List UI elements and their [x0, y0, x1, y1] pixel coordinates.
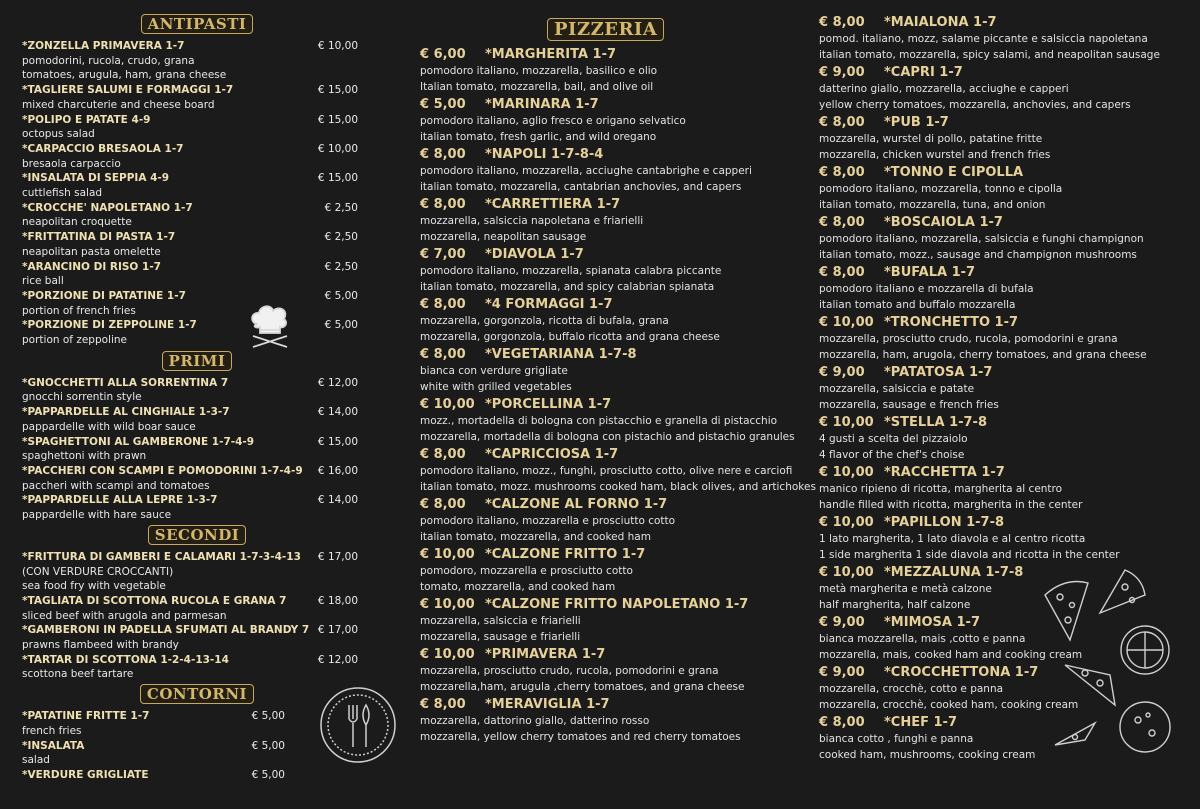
- pizza-price: € 8,00: [420, 297, 466, 312]
- menu-item: [22, 201, 372, 230]
- pizza-name: *STELLA 1-7-8: [884, 415, 987, 430]
- dish-name: *GAMBERONI IN PADELLA SFUMATI AL BRANDY 7: [22, 624, 310, 637]
- pizza-price: € 10,00: [819, 465, 874, 480]
- pizza-item: [819, 264, 1199, 313]
- pizza-description: bianca mozzarella, mais ,cotto e panna: [819, 633, 1026, 645]
- pizza-name: *BUFALA 1-7: [884, 265, 976, 280]
- dish-description: salad: [22, 754, 50, 767]
- pizza-name: *CROCCHETTONA 1-7: [884, 665, 1039, 680]
- pizza-description: handle filled with ricotta, margherita in the center: [819, 499, 1083, 511]
- pizza-header: [819, 164, 1199, 181]
- pizza-description: pomodoro italiano, mozzarella, basilico e olio: [420, 65, 658, 77]
- pizza-header: [420, 696, 800, 713]
- dish-name: *INSALATA DI SEPPIA 4-9: [22, 172, 170, 185]
- pizza-price: € 10,00: [819, 415, 874, 430]
- pizza-name: *CALZONE AL FORNO 1-7: [485, 497, 668, 512]
- dish-price: € 17,00: [317, 624, 358, 637]
- pizza-description: mozzarella, salsiccia napoletana e friarielli: [420, 215, 644, 227]
- pizza-name: *MARGHERITA 1-7: [485, 47, 617, 62]
- pizza-price: € 8,00: [420, 497, 466, 512]
- dish-description: cuttlefish salad: [22, 187, 103, 200]
- pizza-description: pomodoro italiano, mozzarella e prosciutto cotto: [420, 515, 676, 527]
- pizza-description: mozzarella, sausage e friarielli: [420, 631, 581, 643]
- dish-price: € 5,00: [251, 768, 285, 781]
- pizza-price: € 8,00: [819, 265, 865, 280]
- pizza-header: [420, 96, 800, 113]
- pizza-item: [420, 46, 800, 95]
- secondi-title: SECONDI: [148, 525, 247, 545]
- pizza-header: [819, 514, 1199, 531]
- dish-price: € 5,00: [251, 739, 285, 752]
- dish-price: € 5,00: [251, 710, 285, 723]
- menu-item: [22, 260, 372, 289]
- pizza-price: € 7,00: [420, 247, 466, 262]
- pizza-description: italian tomato, mozzarella, and cooked ham: [420, 531, 651, 543]
- pizza-description: pomodoro italiano, mozzarella, salsiccia e funghi champignon: [819, 233, 1144, 245]
- dish-description: prawns flambeed with brandy: [22, 639, 179, 652]
- pizza-price: € 10,00: [819, 315, 874, 330]
- pizza-description: italian tomato, mozz. mushrooms cooked ham, black olives, and artichokes: [420, 481, 816, 493]
- dish-description: spaghettoni with prawn: [22, 450, 147, 463]
- dish-price: € 15,00: [317, 172, 358, 185]
- pizza-description: mozzarella, yellow cherry tomatoes and red cherry tomatoes: [420, 731, 741, 743]
- pizza-price: € 9,00: [819, 665, 865, 680]
- pizza-description: pomod. italiano, mozz, salame piccante e salsiccia napoletana: [819, 33, 1148, 45]
- pizza-item: [819, 364, 1199, 413]
- menu-item: [22, 464, 372, 493]
- menu-item: [22, 83, 372, 112]
- pizza-item: [420, 496, 800, 545]
- pizza-item: [420, 446, 816, 495]
- primi-title: PRIMI: [162, 351, 233, 371]
- dish-price: € 14,00: [317, 494, 358, 507]
- pizza-description: mozz., mortadella di bologna con pistacchio e granella di pistacchio: [420, 415, 778, 427]
- pizza-description: datterino giallo, mozzarella, acciughe e capperi: [819, 83, 1069, 95]
- pizza-description: pomodoro, mozzarella e prosciutto cotto: [420, 565, 633, 577]
- pizza-price: € 6,00: [420, 47, 466, 62]
- dish-name: *PAPPARDELLE AL CINGHIALE 1-3-7: [22, 406, 230, 419]
- pizza-description: pomodoro italiano, mozzarella, tonno e cipolla: [819, 183, 1063, 195]
- pizza-item: [819, 164, 1199, 213]
- pizza-description: 4 gusti a scelta del pizzaiolo: [819, 433, 968, 445]
- pizza-name: *VEGETARIANA 1-7-8: [485, 347, 637, 362]
- pizza-price: € 8,00: [420, 347, 466, 362]
- dish-name: *POLIPO E PATATE 4-9: [22, 113, 151, 126]
- pizza-description: italian tomato, fresh garlic, and wild oregano: [420, 131, 657, 143]
- pizza-description: mozzarella, sausage e french fries: [819, 399, 999, 411]
- menu-item: [22, 142, 372, 171]
- dish-price: € 17,00: [317, 550, 358, 563]
- dish-name: *PAPPARDELLE ALLA LEPRE 1-3-7: [22, 494, 218, 507]
- dish-price: € 2,50: [324, 260, 358, 273]
- dish-description: rice ball: [22, 275, 64, 288]
- pizza-item: [819, 414, 1199, 463]
- pizza-name: *CHEF 1-7: [884, 715, 957, 730]
- dish-name: *PACCHERI CON SCAMPI E POMODORINI 1-7-4-9: [22, 464, 303, 477]
- menu-item: [22, 113, 372, 142]
- pizza-description: mozzarella, gorgonzola, buffalo ricotta and grana cheese: [420, 331, 720, 343]
- pizza-item: [819, 14, 1199, 63]
- dish-name: *SPAGHETTONI AL GAMBERONE 1-7-4-9: [22, 435, 255, 448]
- dish-description: sea food fry with vegetable: [22, 580, 166, 593]
- pizza-header: [420, 496, 800, 513]
- dish-name: *CARPACCIO BRESAOLA 1-7: [22, 142, 184, 155]
- pizza-description: italian tomato, mozzarella, tuna, and onion: [819, 199, 1046, 211]
- pizza-item: [420, 96, 800, 145]
- pizza-description: white with grilled vegetables: [420, 381, 572, 393]
- pizza-price: € 9,00: [819, 365, 865, 380]
- pizza-price: € 8,00: [819, 215, 865, 230]
- pizza-price: € 5,00: [420, 97, 466, 112]
- dish-price: € 15,00: [317, 113, 358, 126]
- dish-price: € 2,50: [324, 231, 358, 244]
- pizza-header: [420, 296, 800, 313]
- cutlery-plate-icon: [318, 685, 398, 765]
- dish-name: *TARTAR DI SCOTTONA 1-2-4-13-14: [22, 653, 229, 666]
- pizza-name: *BOSCAIOLA 1-7: [884, 215, 1003, 230]
- pizza-name: *TONNO E CIPOLLA: [884, 165, 1024, 180]
- dish-description: tomatoes, arugula, ham, grana cheese: [22, 69, 227, 82]
- menu-item: [22, 230, 372, 259]
- pizza-description: mozzarella, salsiccia e friarielli: [420, 615, 581, 627]
- pizza-name: *PAPILLON 1-7-8: [884, 515, 1005, 530]
- pizza-name: *PATATOSA 1-7: [884, 365, 993, 380]
- dish-name: *TAGLIERE SALUMI E FORMAGGI 1-7: [22, 84, 234, 97]
- pizza-price: € 9,00: [819, 615, 865, 630]
- pizza-header: [420, 246, 800, 263]
- pizza-header: [420, 346, 800, 363]
- pizza-description: mozzarella, chicken wurstel and french fries: [819, 149, 1051, 161]
- menu-item: [22, 318, 372, 347]
- dish-description: pappardelle with wild boar sauce: [22, 420, 196, 433]
- pizza-description: pomodoro italiano e mozzarella di bufala: [819, 283, 1034, 295]
- pizza-item: [819, 464, 1199, 513]
- dish-description: gnocchi sorrentin style: [22, 391, 142, 404]
- menu-item: [22, 550, 372, 594]
- pizza-name: *MARINARA 1-7: [485, 97, 599, 112]
- pizza-header: [420, 546, 800, 563]
- pizza-header: [420, 596, 800, 613]
- pizza-description: mozzarella, gorgonzola, ricotta di bufala, grana: [420, 315, 669, 327]
- middle-column: [420, 18, 816, 809]
- dish-name: *CROCCHE' NAPOLETANO 1-7: [22, 201, 193, 214]
- menu-item: [22, 653, 372, 682]
- pizza-item: [420, 596, 800, 645]
- dish-price: € 12,00: [317, 653, 358, 666]
- pizza-name: *PORCELLINA 1-7: [485, 397, 612, 412]
- dish-name: *VERDURE GRIGLIATE: [22, 768, 149, 781]
- menu-item: [22, 493, 372, 522]
- pizza-name: *CARRETTIERA 1-7: [485, 197, 621, 212]
- pizza-price: € 10,00: [819, 565, 874, 580]
- pizza-description: cooked ham, mushrooms, cooking cream: [819, 749, 1036, 761]
- pizzeria-title: PIZZERIA: [547, 18, 664, 41]
- pizza-header: [420, 646, 800, 663]
- pizza-header: [420, 446, 800, 463]
- dish-description: paccheri with scampi and tomatoes: [22, 479, 210, 492]
- dish-name: *ZONZELLA PRIMAVERA 1-7: [22, 40, 185, 52]
- antipasti-list: [22, 39, 372, 348]
- pizza-item: [819, 114, 1199, 163]
- pizza-name: *MAIALONA 1-7: [884, 15, 997, 30]
- pizza-header: [420, 46, 800, 63]
- dish-name: *FRITTATINA DI PASTA 1-7: [22, 231, 176, 244]
- dish-name: *FRITTURA DI GAMBERI E CALAMARI 1-7-3-4-13: [22, 550, 301, 563]
- pizza-item: [420, 346, 800, 395]
- secondi-list: [22, 550, 372, 682]
- pizza-description: mozzarella, dattorino giallo, datterino rosso: [420, 715, 650, 727]
- dish-name: *GNOCCHETTI ALLA SORRENTINA 7: [22, 376, 229, 389]
- menu-item: [22, 171, 372, 200]
- pizza-price: € 10,00: [420, 547, 475, 562]
- pizza-description: 4 flavor of the chef's choise: [819, 449, 965, 461]
- pizza-description: yellow cherry tomatoes, mozzarella, anchovies, and capers: [819, 99, 1131, 111]
- pizza-header: [420, 196, 800, 213]
- pizza-description: pomodoro italiano, mozzarella, spianata calabra piccante: [420, 265, 722, 277]
- menu-item: [22, 289, 372, 318]
- pizza-description: mozzarella, wurstel di pollo, patatine fritte: [819, 133, 1043, 145]
- dish-name: *PORZIONE DI PATATINE 1-7: [22, 289, 186, 302]
- pizza-name: *PUB 1-7: [884, 115, 949, 130]
- dish-price: € 10,00: [317, 142, 358, 155]
- pizza-header: [819, 14, 1199, 31]
- pizza-item: [420, 646, 800, 695]
- pizza-item: [420, 146, 800, 195]
- pizza-header: [819, 464, 1199, 481]
- pizza-description: bianca con verdure grigliate: [420, 365, 568, 377]
- pizza-price: € 8,00: [819, 165, 865, 180]
- pizza-description: mozzarella, ham, arugola, cherry tomatoes, and grana cheese: [819, 349, 1147, 361]
- pizza-name: *CAPRI 1-7: [884, 65, 963, 80]
- pizza-price: € 10,00: [420, 597, 475, 612]
- menu-item: [22, 435, 372, 464]
- pizza-name: *CALZONE FRITTO NAPOLETANO 1-7: [485, 597, 749, 612]
- pizza-name: *4 FORMAGGI 1-7: [485, 297, 613, 312]
- dish-price: € 5,00: [324, 289, 358, 302]
- dish-description: sliced beef with arugola and parmesan: [22, 609, 227, 622]
- dish-price: € 16,00: [317, 464, 358, 477]
- dish-description: neapolitan croquette: [22, 216, 132, 229]
- dish-name: *INSALATA: [22, 739, 85, 752]
- pizza-description: 1 side margherita 1 side diavola and ricotta in the center: [819, 549, 1120, 561]
- dish-price: € 14,00: [317, 406, 358, 419]
- dish-name: *PORZIONE DI ZEPPOLINE 1-7: [22, 319, 197, 332]
- menu-item: [22, 39, 372, 83]
- pizza-price: € 8,00: [420, 147, 466, 162]
- pizza-description: mozzarella,ham, arugula ,cherry tomatoes, and grana cheese: [420, 681, 745, 693]
- pizza-name: *RACCHETTA 1-7: [884, 465, 1005, 480]
- dish-price: € 2,50: [324, 201, 358, 214]
- pizza-description: italian tomato, mozz., sausage and champignon mushrooms: [819, 249, 1137, 261]
- pizza-item: [420, 696, 800, 745]
- pizza-description: italian tomato, mozzarella, and spicy calabrian spianata: [420, 281, 715, 293]
- dish-price: € 5,00: [324, 319, 358, 332]
- pizza-item: [819, 514, 1199, 563]
- pizza-name: *MERAVIGLIA 1-7: [485, 697, 610, 712]
- pizza-price: € 8,00: [819, 15, 865, 30]
- pizza-header: [819, 314, 1199, 331]
- pizza-name: *CAPRICCIOSA 1-7: [485, 447, 619, 462]
- pizza-item: [420, 546, 800, 595]
- dish-price: € 15,00: [317, 84, 358, 97]
- pizza-name: *PRIMAVERA 1-7: [485, 647, 606, 662]
- pizza-description: mozzarella, crocchè, cotto e panna: [819, 683, 1004, 695]
- pizza-description: mozzarella, salsiccia e patate: [819, 383, 975, 395]
- dish-name: *PATATINE FRITTE 1-7: [22, 710, 150, 723]
- pizza-name: *MEZZALUNA 1-7-8: [884, 565, 1024, 580]
- pizza-description: italian tomato, mozzarella, spicy salami, and neapolitan sausage: [819, 49, 1160, 61]
- pizza-header: [819, 114, 1199, 131]
- dish-description: mixed charcuterie and cheese board: [22, 98, 215, 111]
- pizza-description: italian tomato and buffalo mozzarella: [819, 299, 1016, 311]
- antipasti-title: ANTIPASTI: [141, 14, 254, 34]
- pizza-price: € 8,00: [420, 697, 466, 712]
- pizzeria-list: [420, 46, 816, 745]
- pizza-header: [819, 64, 1199, 81]
- pizza-description: italian tomato, mozzarella, cantabrian anchovies, and capers: [420, 181, 742, 193]
- pizza-header: [819, 364, 1199, 381]
- dish-description: pappardelle with hare sauce: [22, 509, 172, 522]
- pizza-header: [819, 264, 1199, 281]
- menu-item: [22, 405, 372, 434]
- pizza-name: *MIMOSA 1-7: [884, 615, 980, 630]
- pizza-description: mozzarella, neapolitan sausage: [420, 231, 587, 243]
- pizza-description: Italian tomato, mozzarella, bail, and olive oil: [420, 81, 654, 93]
- dish-description: (CON VERDURE CROCCANTI): [22, 565, 174, 578]
- pizza-description: metà margherita e metà calzone: [819, 583, 992, 595]
- pizza-description: manico ripieno di ricotta, margherita al centro: [819, 483, 1063, 495]
- dish-description: portion of french fries: [22, 304, 136, 317]
- menu-item: [22, 376, 372, 405]
- dish-description: bresaola carpaccio: [22, 157, 121, 170]
- dish-price: € 18,00: [317, 594, 358, 607]
- pizza-description: mozzarella, crocchè, cooked ham, cooking cream: [819, 699, 1079, 711]
- dish-description: octopus salad: [22, 128, 95, 141]
- pizza-description: mozzarella, mortadella di bologna con pistachio and pistachio granules: [420, 431, 795, 443]
- pizza-header: [420, 396, 800, 413]
- dish-price: € 10,00: [317, 40, 358, 52]
- pizza-price: € 8,00: [819, 115, 865, 130]
- dish-description: pomodorini, rucola, crudo, grana: [22, 54, 195, 67]
- pizza-item: [420, 296, 800, 345]
- dish-price: € 15,00: [317, 435, 358, 448]
- menu-item: [22, 768, 372, 783]
- pizza-name: *DIAVOLA 1-7: [485, 247, 584, 262]
- pizza-price: € 10,00: [420, 397, 475, 412]
- pizza-description: pomodoro italiano, mozz., funghi, prosciutto cotto, olive nere e carciofi: [420, 465, 793, 477]
- pizza-header: [819, 414, 1199, 431]
- dish-price: € 12,00: [317, 376, 358, 389]
- contorni-title: CONTORNI: [140, 684, 254, 704]
- pizza-name: *CALZONE FRITTO 1-7: [485, 547, 646, 562]
- pizza-item: [420, 246, 800, 295]
- primi-list: [22, 376, 372, 523]
- menu-item: [22, 594, 372, 623]
- chef-hat-icon: [245, 302, 295, 350]
- pizza-item: [819, 214, 1199, 263]
- pizza-name: *NAPOLI 1-7-8-4: [485, 147, 604, 162]
- pizza-price: € 8,00: [819, 715, 865, 730]
- pizza-item: [420, 196, 800, 245]
- pizza-description: bianca cotto , funghi e panna: [819, 733, 974, 745]
- pizza-item: [819, 314, 1199, 363]
- menu-item: [22, 623, 372, 652]
- dish-description: scottona beef tartare: [22, 668, 134, 681]
- pizza-description: mozzarella, mais, cooked ham and cooking cream: [819, 649, 1083, 661]
- pizza-price: € 10,00: [420, 647, 475, 662]
- dish-description: french fries: [22, 724, 82, 737]
- pizza-description: tomato, mozzarella, and cooked ham: [420, 581, 616, 593]
- pizza-description: half margherita, half calzone: [819, 599, 971, 611]
- pizza-price: € 8,00: [420, 447, 466, 462]
- pizza-slice-icon: [1040, 565, 1200, 765]
- pizza-item: [420, 396, 800, 445]
- pizza-name: *TRONCHETTO 1-7: [884, 315, 1019, 330]
- pizza-price: € 9,00: [819, 65, 865, 80]
- pizza-description: pomodoro italiano, mozzarella, acciughe cantabrighe e capperi: [420, 165, 752, 177]
- pizza-description: pomodoro italiano, aglio fresco e origano selvatico: [420, 115, 686, 127]
- pizza-description: mozzarella, prosciutto crudo, rucola, pomodorini e grana: [819, 333, 1118, 345]
- pizza-price: € 10,00: [819, 515, 874, 530]
- pizza-description: mozzarella, prosciutto crudo, rucola, pomodorini e grana: [420, 665, 719, 677]
- pizza-price: € 8,00: [420, 197, 466, 212]
- pizza-header: [420, 146, 800, 163]
- pizza-item: [819, 64, 1199, 113]
- pizza-header: [819, 214, 1199, 231]
- dish-name: *ARANCINO DI RISO 1-7: [22, 260, 161, 273]
- dish-description: neapolitan pasta omelette: [22, 245, 161, 258]
- dish-name: *TAGLIATA DI SCOTTONA RUCOLA E GRANA 7: [22, 594, 287, 607]
- pizza-description: 1 lato margherita, 1 lato diavola e al centro ricotta: [819, 533, 1086, 545]
- dish-description: portion of zeppoline: [22, 334, 127, 347]
